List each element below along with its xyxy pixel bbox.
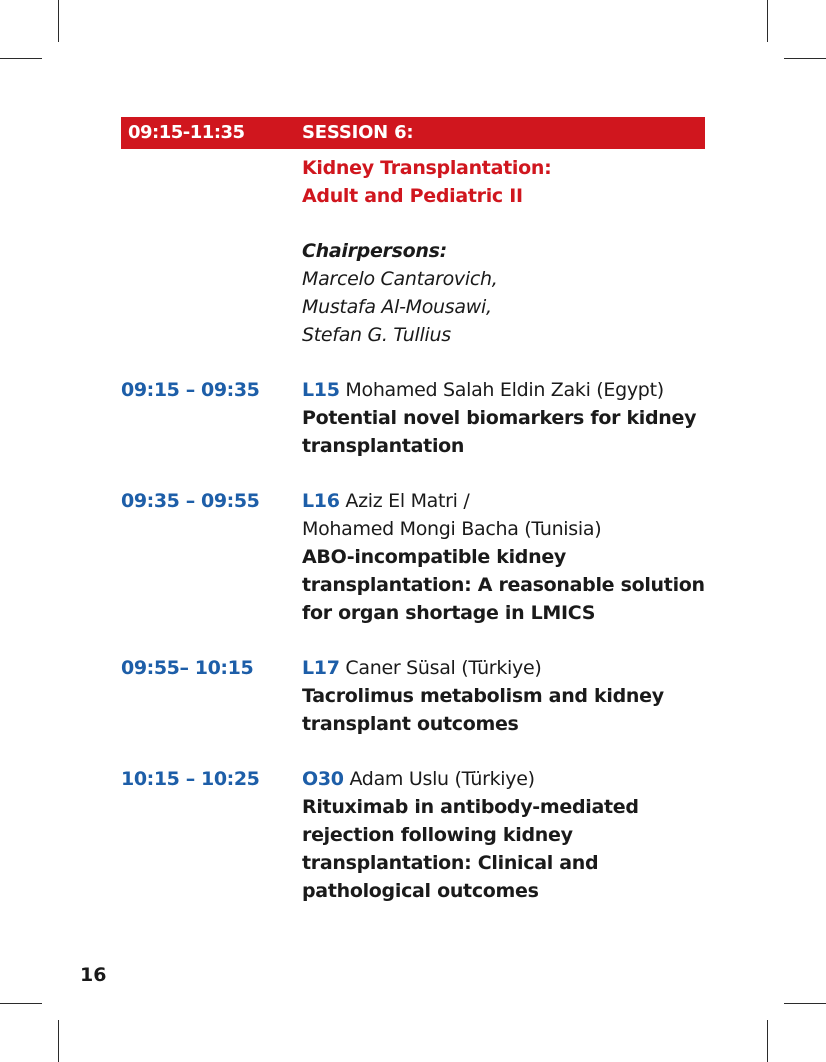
talk-code: L17: [302, 657, 340, 679]
talk-title-line: transplantation: [302, 435, 465, 457]
crop-mark-bottom-left: [58, 1020, 59, 1062]
talk-entry: [302, 487, 722, 627]
crop-mark-top-left-h: [0, 58, 42, 59]
talk-title-line: for organ shortage in LMICS: [302, 602, 596, 624]
session-header-bar: [121, 117, 705, 149]
chairpersons-heading: Chairpersons:: [302, 240, 447, 262]
crop-mark-bottom-right: [767, 1020, 768, 1062]
talk-title-line: pathological outcomes: [302, 880, 539, 902]
talk-speaker: Aziz El Matri /: [339, 490, 470, 512]
talk-title-line: Potential novel biomarkers for kidney: [302, 407, 697, 429]
session-title-line: Adult and Pediatric II: [302, 185, 523, 207]
talk-title-line: Tacrolimus metabolism and kidney: [302, 685, 664, 707]
talk-speaker-line: [302, 376, 722, 404]
talk-title-line: transplantation: A reasonable solution: [302, 574, 705, 596]
talk-speaker-line: [302, 487, 722, 515]
talk-title-line: ABO-incompatible kidney: [302, 546, 567, 568]
chairperson-name: Marcelo Cantarovich,: [302, 268, 498, 290]
session-title: [302, 154, 722, 210]
crop-mark-top-right: [767, 0, 768, 42]
talk-speaker-line: [302, 654, 722, 682]
talk-time: 09:55– 10:15: [121, 657, 254, 679]
talk-title-line: Rituximab in antibody-mediated: [302, 796, 639, 818]
crop-mark-bottom-right-h: [784, 1003, 826, 1004]
talk-code: L16: [302, 490, 340, 512]
talk-entry: [302, 654, 722, 738]
talk-title-line: rejection following kidney: [302, 824, 573, 846]
talk-speaker: Adam Uslu (Türkiye): [343, 768, 535, 790]
talk-speaker: Mohamed Mongi Bacha (Tunisia): [302, 518, 602, 540]
session-time: 09:15-11:35: [128, 122, 245, 143]
talk-time: 09:35 – 09:55: [121, 490, 260, 512]
talk-time: 09:15 – 09:35: [121, 379, 260, 401]
talk-speaker: Mohamed Salah Eldin Zaki (Egypt): [339, 379, 664, 401]
chairperson-name: Mustafa Al-Mousawi,: [302, 296, 492, 318]
talk-time: 10:15 – 10:25: [121, 768, 260, 790]
crop-mark-top-right-h: [784, 58, 826, 59]
session-title-line: Kidney Transplantation:: [302, 157, 552, 179]
talk-code: O30: [302, 768, 344, 790]
talk-speaker-line: [302, 765, 722, 793]
chairpersons-block: [302, 237, 722, 349]
crop-mark-bottom-left-h: [0, 1003, 42, 1004]
crop-mark-top-left: [58, 0, 59, 42]
talk-title-line: transplant outcomes: [302, 713, 519, 735]
chairperson-name: Stefan G. Tullius: [302, 324, 451, 346]
talk-code: L15: [302, 379, 340, 401]
page-number: 16: [80, 964, 107, 986]
talk-entry: [302, 376, 722, 460]
session-label: SESSION 6:: [302, 122, 414, 143]
talk-entry: [302, 765, 722, 905]
talk-speaker: Caner Süsal (Türkiye): [339, 657, 542, 679]
talk-title-line: transplantation: Clinical and: [302, 852, 599, 874]
